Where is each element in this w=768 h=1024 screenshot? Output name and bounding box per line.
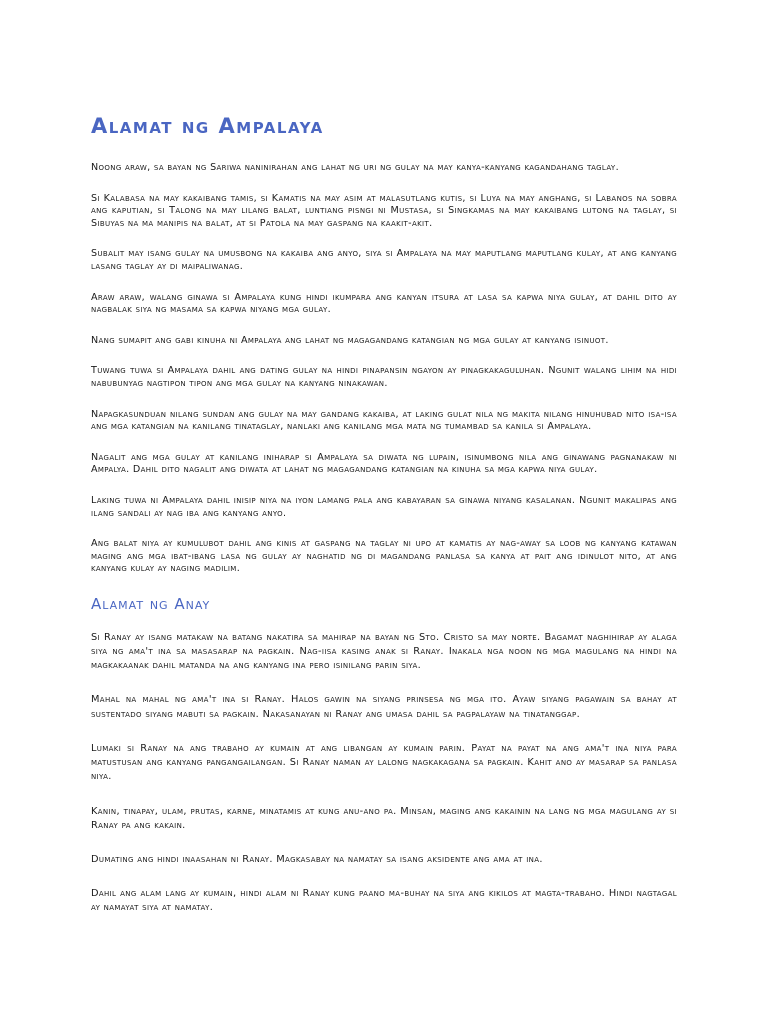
paragraph: Napagkasunduan nilang sundan ang gulay na may gandang kakaiba, at laking gulat nila ng makita nilang hinuhubad nito isa-isa ang mga katangian na kanilang tinataglay, nanlaki ang kanilang mga mata ng tumambad sa kanila si Ampalaya. [91,408,677,433]
paragraph: Tuwang tuwa si Ampalaya dahil ang dating gulay na hindi pinapansin ngayon ay pinagkakaguluhan. Ngunit walang lihim na hidi nabubunyag nagtipon tipon ang mga gulay na kanyang ninakawan. [91,365,677,389]
paragraph: Si Ranay ay isang matakaw na batang nakatira sa mahirap na bayan ng Sto. Cristo sa may norte. Bagamat naghihirap ay alaga siya ng ama't ina sa masasarap na pagkain. Nag-iisa kasing anak si Ranay. Inakala nga noon ng mga magulang na hindi na magkakaanak dahil matanda na ang kanyang ina pero isinilang parin siya. [91,631,677,672]
paragraph: Dahil ang alam lang ay kumain, hindi alam ni Ranay kung paano ma-buhay na siya ang kikilos at magta-trabaho. Hindi nagtagal ay namayat siya at namatay. [91,888,677,914]
paragraph: Nagalit ang mga gulay at kanilang iniharap si Ampalaya sa diwata ng lupain, isinumbong nila ang ginawang pagnanakaw ni Ampalya. Dahil dito nagalit ang diwata at lahat ng magagandang katangian na kinuha sa mga kapwa niya gulay. [91,451,677,476]
paragraph: Laking tuwa ni Ampalaya dahil inisip niya na iyon lamang pala ang kabayaran sa ginawa niyang kasalanan. Ngunit makalipas ang ilang sandali ay nag iba ang kanyang anyo. [91,494,677,519]
paragraph: Subalit may isang gulay na umusbong na kakaiba ang anyo, siya si Ampalaya na may maputlang maputlang kulay, at ang kanyang lasang taglay ay di maipaliwanag. [91,248,677,272]
paragraph: Ang balat niya ay kumulubot dahil ang kinis at gaspang na taglay ni upo at kamatis ay nag-away sa loob ng kanyang katawan maging ang mga ibat-ibang lasa ng gulay ay naghatid ng di magandang panlasa sa kanya at pait ang idinulot nito, at ang kanyang kulay ay naging madilim. [91,538,677,575]
story-anay [91,594,677,916]
paragraph: Nang sumapit ang gabi kinuha ni Ampalaya ang lahat ng magagandang katangian ng mga gulay at kanyang isinuot. [91,334,609,346]
story-ampalaya [91,112,677,576]
paragraph: Lumaki si Ranay na ang trabaho ay kumain at ang libangan ay kumain parin. Payat na payat na ang ama't ina niya para matustusan ang kanyang pangangailangan. Si Ranay naman ay lalong nagkakagana sa pagkain. Kahit ano ay masarap sa panlasa niya. [91,742,677,783]
paragraph: Noong araw, sa bayan ng Sariwa naninirahan ang lahat ng uri ng gulay na may kanya-kanyang kagandahang taglay. [91,162,619,173]
paragraph: Mahal na mahal ng ama't ina si Ranay. Halos gawin na siyang prinsesa ng mga ito. Ayaw siyang pagawain sa bahay at sustentado siyang mabuti sa pagkain. Nakasanayan ni Ranay ang umasa dahil sa pagpalayaw na tinatanggap. [91,694,677,720]
paragraph: Araw araw, walang ginawa si Ampalaya kung hindi ikumpara ang kanyan itsura at lasa sa kapwa niya gulay, at dahil dito ay nagbalak siya ng masama sa kapwa niyang mga gulay. [91,291,677,316]
paragraph: Si Kalabasa na may kakaibang tamis, si Kamatis na may asim at malasutlang kutis, si Luya na may anghang, si Labanos na sobra ang kaputian, si Talong na may lilang balat, luntiang pisngi ni Mustasa, si Singkamas na may kakaibang lutong na taglay, si Sibuyas na ma manipis na balat, at si Patola na may gaspang na kaakit-akit. [91,192,677,229]
story-title: Alamat ng Ampalaya [91,114,324,138]
story-subtitle: Alamat ng Anay [91,594,211,613]
paragraph: Kanin, tinapay, ulam, prutas, karne, minatamis at kung anu-ano pa. Minsan, maging ang kakainin na lang ng mga magulang ay si Ranay pa ang kakain. [91,805,677,831]
paragraph: Dumating ang hindi inaasahan ni Ranay. Magkasabay na namatay sa isang aksidente ang ama at ina. [91,853,543,865]
